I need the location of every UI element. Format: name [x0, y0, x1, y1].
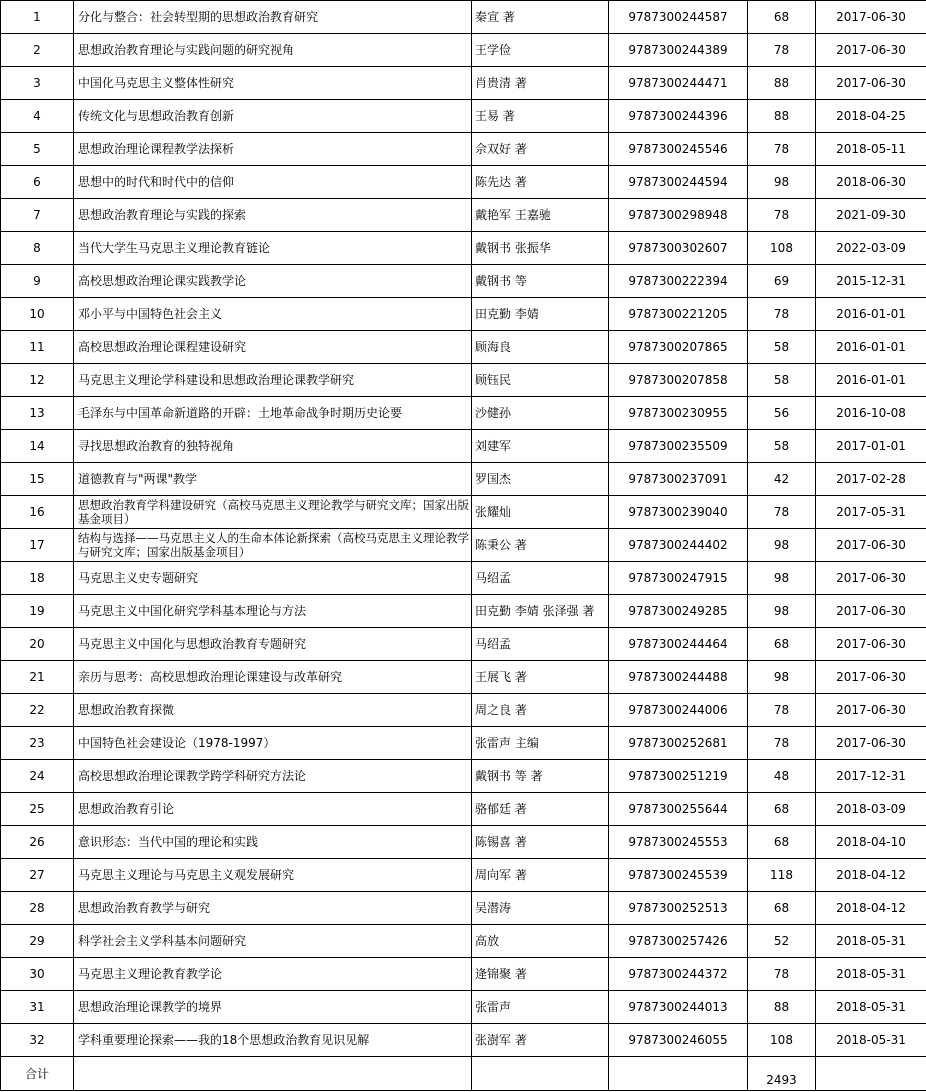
book-author: 逄锦聚 著 — [472, 958, 609, 991]
row-number: 12 — [1, 364, 74, 397]
book-price: 108 — [748, 1024, 816, 1057]
table-row — [1, 760, 926, 793]
publish-date: 2015-12-31 — [816, 265, 926, 298]
total-label: 合计 — [1, 1057, 74, 1091]
book-title: 思想中的时代和时代中的信仰 — [74, 166, 472, 199]
book-price: 58 — [748, 331, 816, 364]
book-author: 刘建军 — [472, 430, 609, 463]
book-price: 98 — [748, 562, 816, 595]
table-row — [1, 100, 926, 133]
row-number: 25 — [1, 793, 74, 826]
book-isbn: 9787300244402 — [609, 529, 748, 562]
book-title: 科学社会主义学科基本问题研究 — [74, 925, 472, 958]
book-author: 王展飞 著 — [472, 661, 609, 694]
book-author: 马绍孟 — [472, 562, 609, 595]
book-isbn: 9787300251219 — [609, 760, 748, 793]
book-author: 王学俭 — [472, 34, 609, 67]
row-number: 5 — [1, 133, 74, 166]
row-number: 13 — [1, 397, 74, 430]
publish-date: 2016-01-01 — [816, 364, 926, 397]
row-number: 11 — [1, 331, 74, 364]
publish-date: 2017-12-31 — [816, 760, 926, 793]
book-isbn: 9787300302607 — [609, 232, 748, 265]
row-number: 32 — [1, 1024, 74, 1057]
row-number: 8 — [1, 232, 74, 265]
publish-date: 2018-05-31 — [816, 958, 926, 991]
publish-date: 2018-05-31 — [816, 1024, 926, 1057]
book-price: 88 — [748, 67, 816, 100]
book-price: 42 — [748, 463, 816, 496]
row-number: 22 — [1, 694, 74, 727]
book-title: 毛泽东与中国革命新道路的开辟：土地革命战争时期历史论要 — [74, 397, 472, 430]
publish-date: 2018-06-30 — [816, 166, 926, 199]
book-isbn: 9787300257426 — [609, 925, 748, 958]
table-row — [1, 661, 926, 694]
book-isbn: 9787300244471 — [609, 67, 748, 100]
table-row — [1, 298, 926, 331]
row-number: 9 — [1, 265, 74, 298]
total-author-cell — [472, 1057, 609, 1091]
row-number: 20 — [1, 628, 74, 661]
row-number: 30 — [1, 958, 74, 991]
table-row — [1, 1, 926, 34]
table-row — [1, 859, 926, 892]
total-title-cell — [74, 1057, 472, 1091]
book-isbn: 9787300245553 — [609, 826, 748, 859]
book-author: 张澍军 著 — [472, 1024, 609, 1057]
book-author: 陈秉公 著 — [472, 529, 609, 562]
row-number: 24 — [1, 760, 74, 793]
book-title: 思想政治教育引论 — [74, 793, 472, 826]
row-number: 23 — [1, 727, 74, 760]
row-number: 28 — [1, 892, 74, 925]
book-title: 道德教育与"两课"教学 — [74, 463, 472, 496]
book-title: 思想政治理论课教学的境界 — [74, 991, 472, 1024]
book-isbn: 9787300244587 — [609, 1, 748, 34]
row-number: 17 — [1, 529, 74, 562]
table-row — [1, 727, 926, 760]
table-row — [1, 265, 926, 298]
book-isbn: 9787300255644 — [609, 793, 748, 826]
row-number: 7 — [1, 199, 74, 232]
total-row — [1, 1057, 926, 1091]
book-price: 108 — [748, 232, 816, 265]
book-author: 吴潜涛 — [472, 892, 609, 925]
book-title: 思想政治教育教学与研究 — [74, 892, 472, 925]
publish-date: 2017-06-30 — [816, 595, 926, 628]
book-isbn: 9787300245539 — [609, 859, 748, 892]
book-price: 68 — [748, 1, 816, 34]
book-isbn: 9787300207865 — [609, 331, 748, 364]
table-row — [1, 826, 926, 859]
book-title: 马克思主义理论教育教学论 — [74, 958, 472, 991]
table-row — [1, 34, 926, 67]
book-title: 马克思主义理论学科建设和思想政治理论课教学研究 — [74, 364, 472, 397]
publish-date: 2017-06-30 — [816, 628, 926, 661]
book-title: 分化与整合：社会转型期的思想政治教育研究 — [74, 1, 472, 34]
total-isbn-cell — [609, 1057, 748, 1091]
publish-date: 2017-06-30 — [816, 727, 926, 760]
book-price: 78 — [748, 496, 816, 529]
book-isbn: 9787300252681 — [609, 727, 748, 760]
publish-date: 2017-06-30 — [816, 661, 926, 694]
publish-date: 2017-06-30 — [816, 562, 926, 595]
book-title: 思想政治教育理论与实践的探索 — [74, 199, 472, 232]
book-title: 思想政治教育学科建设研究（高校马克思主义理论教学与研究文库；国家出版基金项目） — [74, 496, 472, 529]
book-price: 56 — [748, 397, 816, 430]
row-number: 26 — [1, 826, 74, 859]
table-row — [1, 562, 926, 595]
book-title: 马克思主义理论与马克思主义观发展研究 — [74, 859, 472, 892]
book-title: 思想政治理论课程教学法探析 — [74, 133, 472, 166]
book-title: 思想政治教育探微 — [74, 694, 472, 727]
book-author: 王易 著 — [472, 100, 609, 133]
table-row — [1, 166, 926, 199]
book-isbn: 9787300239040 — [609, 496, 748, 529]
book-author: 肖贵清 著 — [472, 67, 609, 100]
row-number: 31 — [1, 991, 74, 1024]
table-row — [1, 463, 926, 496]
table-row — [1, 199, 926, 232]
book-price: 118 — [748, 859, 816, 892]
publish-date: 2018-03-09 — [816, 793, 926, 826]
publish-date: 2017-06-30 — [816, 1, 926, 34]
row-number: 27 — [1, 859, 74, 892]
publish-date: 2018-05-31 — [816, 925, 926, 958]
book-table-body — [1, 1, 926, 1091]
book-isbn: 9787300244396 — [609, 100, 748, 133]
publish-date: 2017-06-30 — [816, 34, 926, 67]
book-title: 高校思想政治理论课程建设研究 — [74, 331, 472, 364]
book-author: 张耀灿 — [472, 496, 609, 529]
table-row — [1, 496, 926, 529]
publish-date: 2021-09-30 — [816, 199, 926, 232]
book-isbn: 9787300244488 — [609, 661, 748, 694]
book-title: 马克思主义中国化研究学科基本理论与方法 — [74, 595, 472, 628]
table-row — [1, 694, 926, 727]
book-price: 78 — [748, 727, 816, 760]
book-isbn: 9787300244389 — [609, 34, 748, 67]
book-price: 88 — [748, 991, 816, 1024]
table-row — [1, 529, 926, 562]
publish-date: 2018-04-12 — [816, 892, 926, 925]
book-author: 骆郁廷 著 — [472, 793, 609, 826]
table-row — [1, 793, 926, 826]
publish-date: 2018-04-12 — [816, 859, 926, 892]
publish-date: 2016-01-01 — [816, 331, 926, 364]
book-author: 秦宣 著 — [472, 1, 609, 34]
book-price: 98 — [748, 661, 816, 694]
book-author: 沙健孙 — [472, 397, 609, 430]
total-date-cell — [816, 1057, 926, 1091]
publish-date: 2018-05-31 — [816, 991, 926, 1024]
book-price: 78 — [748, 199, 816, 232]
book-price: 78 — [748, 298, 816, 331]
book-isbn: 9787300207858 — [609, 364, 748, 397]
book-title: 中国特色社会建设论（1978-1997） — [74, 727, 472, 760]
book-price: 98 — [748, 595, 816, 628]
book-title: 中国化马克思主义整体性研究 — [74, 67, 472, 100]
book-title: 学科重要理论探索——我的18个思想政治教育见识见解 — [74, 1024, 472, 1057]
book-author: 高放 — [472, 925, 609, 958]
table-row — [1, 958, 926, 991]
book-isbn: 9787300247915 — [609, 562, 748, 595]
table-row — [1, 430, 926, 463]
book-isbn: 9787300222394 — [609, 265, 748, 298]
book-author: 罗国杰 — [472, 463, 609, 496]
row-number: 29 — [1, 925, 74, 958]
table-row — [1, 991, 926, 1024]
row-number: 21 — [1, 661, 74, 694]
row-number: 1 — [1, 1, 74, 34]
book-price: 68 — [748, 793, 816, 826]
book-isbn: 9787300245546 — [609, 133, 748, 166]
publish-date: 2018-04-10 — [816, 826, 926, 859]
row-number: 18 — [1, 562, 74, 595]
book-title: 思想政治教育理论与实践问题的研究视角 — [74, 34, 472, 67]
book-price: 78 — [748, 133, 816, 166]
book-author: 周向军 著 — [472, 859, 609, 892]
book-price: 69 — [748, 265, 816, 298]
book-title: 马克思主义中国化与思想政治教育专题研究 — [74, 628, 472, 661]
publish-date: 2017-06-30 — [816, 67, 926, 100]
book-price: 98 — [748, 166, 816, 199]
publish-date: 2016-10-08 — [816, 397, 926, 430]
book-author: 顾海良 — [472, 331, 609, 364]
publish-date: 2016-01-01 — [816, 298, 926, 331]
table-row — [1, 67, 926, 100]
row-number: 14 — [1, 430, 74, 463]
book-isbn: 9787300244372 — [609, 958, 748, 991]
publish-date: 2017-01-01 — [816, 430, 926, 463]
table-row — [1, 628, 926, 661]
book-isbn: 9787300221205 — [609, 298, 748, 331]
publish-date: 2017-06-30 — [816, 694, 926, 727]
book-isbn: 9787300244464 — [609, 628, 748, 661]
publish-date: 2018-05-11 — [816, 133, 926, 166]
book-isbn: 9787300298948 — [609, 199, 748, 232]
table-row — [1, 925, 926, 958]
book-author: 陈锡喜 著 — [472, 826, 609, 859]
publish-date: 2022-03-09 — [816, 232, 926, 265]
book-author: 戴钢书 等 — [472, 265, 609, 298]
table-row — [1, 397, 926, 430]
book-author: 张雷声 — [472, 991, 609, 1024]
row-number: 10 — [1, 298, 74, 331]
book-title: 意识形态：当代中国的理论和实践 — [74, 826, 472, 859]
book-title: 当代大学生马克思主义理论教育链论 — [74, 232, 472, 265]
book-price: 68 — [748, 628, 816, 661]
book-author: 佘双好 著 — [472, 133, 609, 166]
book-price: 48 — [748, 760, 816, 793]
book-price: 98 — [748, 529, 816, 562]
publish-date: 2017-05-31 — [816, 496, 926, 529]
book-price: 68 — [748, 892, 816, 925]
row-number: 19 — [1, 595, 74, 628]
book-isbn: 9787300249285 — [609, 595, 748, 628]
row-number: 15 — [1, 463, 74, 496]
table-row — [1, 595, 926, 628]
book-price: 78 — [748, 694, 816, 727]
table-row — [1, 1024, 926, 1057]
table-row — [1, 892, 926, 925]
publish-date: 2017-06-30 — [816, 529, 926, 562]
book-author: 戴钢书 等 著 — [472, 760, 609, 793]
row-number: 4 — [1, 100, 74, 133]
table-row — [1, 331, 926, 364]
book-author: 周之良 著 — [472, 694, 609, 727]
book-price: 88 — [748, 100, 816, 133]
book-isbn: 9787300252513 — [609, 892, 748, 925]
book-author: 田克勤 李婧 张泽强 著 — [472, 595, 609, 628]
book-title: 寻找思想政治教育的独特视角 — [74, 430, 472, 463]
book-author: 戴艳军 王嘉驰 — [472, 199, 609, 232]
book-title: 亲历与思考：高校思想政治理论课建设与改革研究 — [74, 661, 472, 694]
publish-date: 2017-02-28 — [816, 463, 926, 496]
book-price: 52 — [748, 925, 816, 958]
book-isbn: 9787300244594 — [609, 166, 748, 199]
book-title: 高校思想政治理论课实践教学论 — [74, 265, 472, 298]
book-title: 邓小平与中国特色社会主义 — [74, 298, 472, 331]
row-number: 3 — [1, 67, 74, 100]
book-isbn: 9787300244013 — [609, 991, 748, 1024]
book-author: 戴钢书 张振华 — [472, 232, 609, 265]
total-price: 2493 — [748, 1057, 816, 1091]
book-price: 78 — [748, 34, 816, 67]
book-price: 58 — [748, 430, 816, 463]
book-title: 传统文化与思想政治教育创新 — [74, 100, 472, 133]
book-price: 78 — [748, 958, 816, 991]
book-isbn: 9787300235509 — [609, 430, 748, 463]
book-title: 马克思主义史专题研究 — [74, 562, 472, 595]
book-author: 陈先达 著 — [472, 166, 609, 199]
row-number: 2 — [1, 34, 74, 67]
book-price: 58 — [748, 364, 816, 397]
book-title: 结构与选择——马克思主义人的生命本体论新探索（高校马克思主义理论教学与研究文库；国家出版基金项目） — [74, 529, 472, 562]
book-price: 68 — [748, 826, 816, 859]
row-number: 6 — [1, 166, 74, 199]
book-author: 马绍孟 — [472, 628, 609, 661]
publish-date: 2018-04-25 — [816, 100, 926, 133]
book-isbn: 9787300246055 — [609, 1024, 748, 1057]
book-isbn: 9787300244006 — [609, 694, 748, 727]
book-author: 田克勤 李婧 — [472, 298, 609, 331]
book-title: 高校思想政治理论课教学跨学科研究方法论 — [74, 760, 472, 793]
table-row — [1, 133, 926, 166]
table-row — [1, 232, 926, 265]
row-number: 16 — [1, 496, 74, 529]
table-row — [1, 364, 926, 397]
book-author: 顾钰民 — [472, 364, 609, 397]
book-isbn: 9787300230955 — [609, 397, 748, 430]
book-author: 张雷声 主编 — [472, 727, 609, 760]
book-isbn: 9787300237091 — [609, 463, 748, 496]
